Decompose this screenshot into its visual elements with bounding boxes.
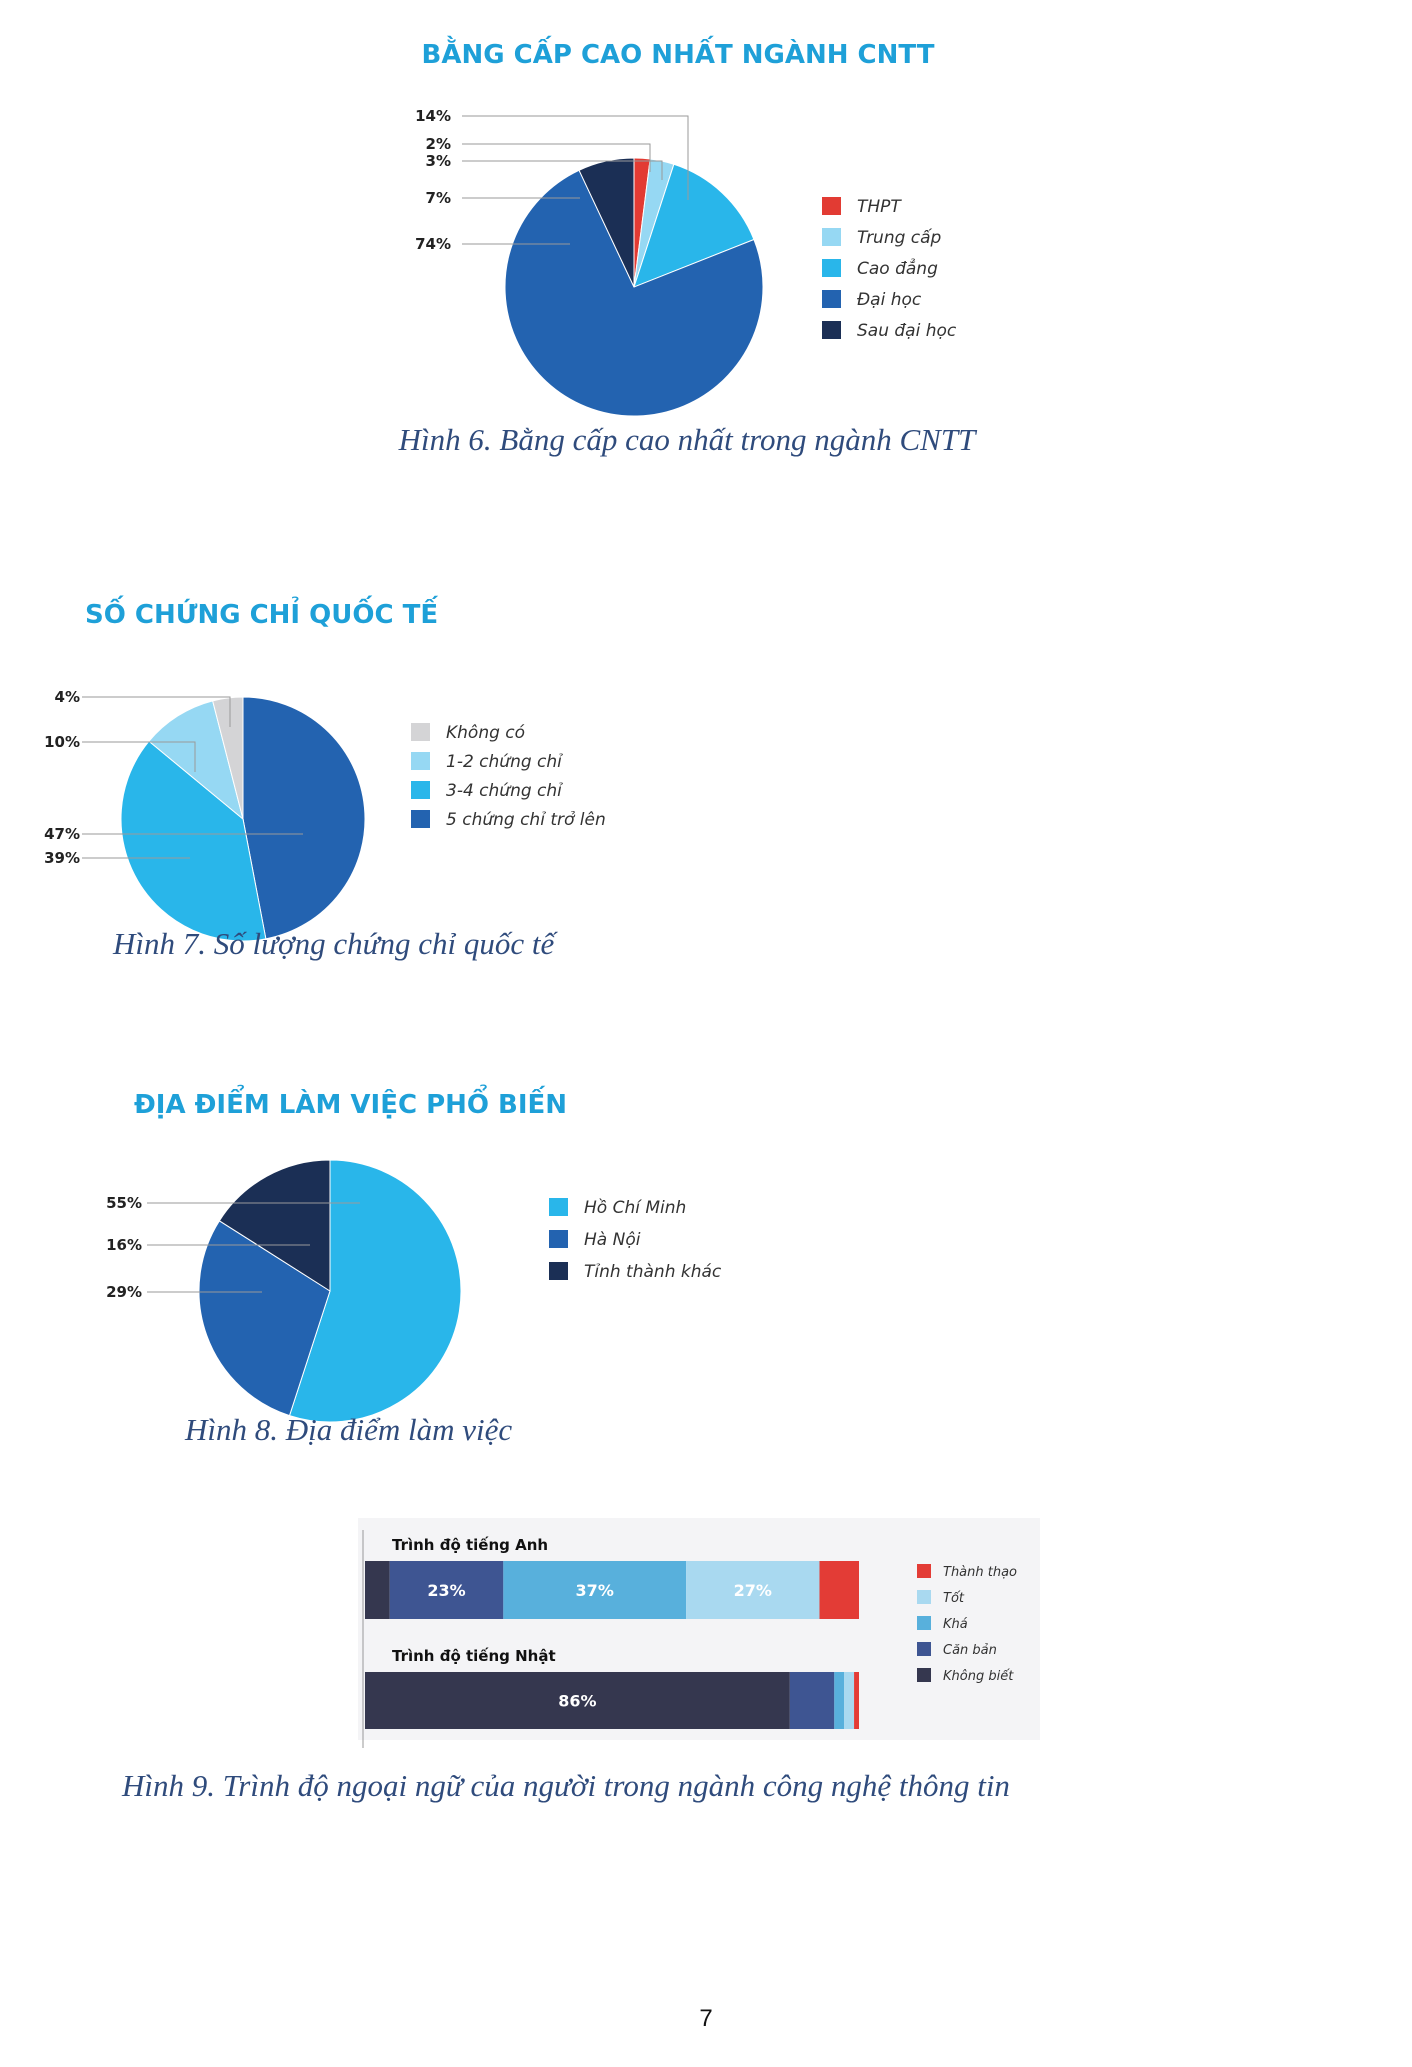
chart1-caption: Hình 6. Bằng cấp cao nhất trong ngành CNTT: [398, 422, 976, 457]
chart3-legend-label-ha-noi: Hà Nội: [584, 1230, 641, 1250]
chart4-legend-swatch-can-ban: [917, 1642, 931, 1656]
chart4-bar-kha-1: [834, 1672, 844, 1729]
chart4-data-label-can-ban-0: 23%: [427, 1581, 466, 1600]
chart1-data-label-trung-cap: 3%: [425, 152, 451, 170]
chart4-data-label-kha-0: 37%: [575, 1581, 614, 1600]
chart4-legend-label-tot: Tốt: [943, 1591, 964, 1606]
chart1-data-label-dai-hoc: 74%: [415, 235, 451, 253]
chart1-data-label-sau-dai-hoc: 7%: [425, 189, 451, 207]
chart2-data-label-khong-co: 4%: [54, 688, 80, 706]
chart4-legend-label-khong-biet: Không biết: [943, 1669, 1014, 1684]
chart3-data-label-ho-chi-minh: 55%: [106, 1194, 142, 1212]
chart1-data-label-thpt: 2%: [425, 135, 451, 153]
chart2-caption: Hình 7. Số lượng chứng chỉ quốc tế: [113, 926, 555, 961]
chart4-legend-label-can-ban: Căn bản: [943, 1643, 997, 1658]
chart2-legend-label-5-chung-chi-tro-len: 5 chứng chỉ trở lên: [446, 810, 606, 830]
chart1-legend-label-dai-hoc: Đại học: [857, 290, 922, 310]
chart2-legend-label-1-2-chung-chi: 1-2 chứng chỉ: [446, 752, 562, 772]
chart1-data-label-cao-dang: 14%: [415, 107, 451, 125]
chart4-caption: Hình 9. Trình độ ngoại ngữ của người trong ngành công nghệ thông tin: [122, 1768, 1010, 1803]
chart4-legend-swatch-kha: [917, 1616, 931, 1630]
chart3-legend-label-ho-chi-minh: Hồ Chí Minh: [584, 1198, 687, 1218]
chart2-data-label-1-2-chung-chi: 10%: [44, 733, 80, 751]
chart2-legend-label-3-4-chung-chi: 3-4 chứng chỉ: [446, 781, 562, 801]
chart3-caption: Hình 8. Địa điểm làm việc: [185, 1412, 513, 1447]
chart3-data-label-tinh-thanh-khac: 16%: [106, 1236, 142, 1254]
chart1-legend-label-cao-dang: Cao đẳng: [857, 259, 938, 279]
chart4-legend-label-thanh-thao: Thành thạo: [943, 1565, 1018, 1580]
chart4-bar-can-ban-1: [790, 1672, 834, 1729]
chart1-title: BẰNG CẤP CAO NHẤT NGÀNH CNTT: [421, 40, 935, 70]
chart4-legend-label-kha: Khá: [943, 1617, 968, 1632]
chart4-category-label-1: Trình độ tiếng Nhật: [392, 1647, 556, 1665]
chart4-bar-thanh-thao-1: [854, 1672, 859, 1729]
chart4-legend-swatch-thanh-thao: [917, 1564, 931, 1578]
chart2-data-label-5-chung-chi-tro-len: 47%: [44, 825, 80, 843]
chart2-legend-label-khong-co: Không có: [446, 723, 526, 743]
chart4-legend-swatch-khong-biet: [917, 1668, 931, 1682]
chart1-legend-label-sau-dai-hoc: Sau đại học: [857, 321, 957, 341]
chart4-bar-thanh-thao-0: [819, 1561, 859, 1619]
chart1-legend-label-trung-cap: Trung cấp: [857, 228, 942, 248]
chart3-data-label-ha-noi: 29%: [106, 1283, 142, 1301]
chart2-data-label-3-4-chung-chi: 39%: [44, 849, 80, 867]
chart4-data-label-khong-biet-1: 86%: [558, 1691, 597, 1711]
chart4-bar-tot-1: [844, 1672, 854, 1729]
chart3-legend-label-tinh-thanh-khac: Tỉnh thành khác: [584, 1262, 722, 1282]
page-number: 7: [699, 2005, 713, 2032]
chart4-bar-khong-biet-0: [365, 1561, 390, 1619]
chart1-legend-label-thpt: THPT: [857, 197, 901, 217]
chart4-data-label-tot-0: 27%: [733, 1581, 772, 1600]
chart3-title: ĐỊA ĐIỂM LÀM VIỆC PHỔ BIẾN: [134, 1090, 568, 1120]
chart2-title: SỐ CHỨNG CHỈ QUỐC TẾ: [85, 600, 439, 630]
chart4-legend-swatch-tot: [917, 1590, 931, 1604]
chart4-category-label-0: Trình độ tiếng Anh: [392, 1536, 549, 1554]
